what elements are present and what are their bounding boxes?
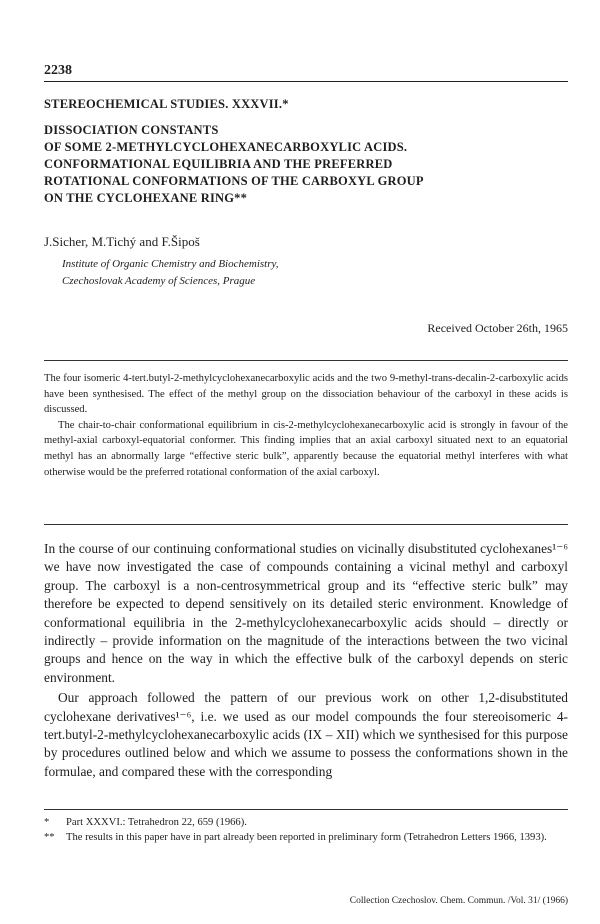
title-line: OF SOME 2-METHYLCYCLOHEXANECARBOXYLIC ACIDS. [44, 140, 408, 154]
footnote-mark: ** [44, 832, 55, 843]
abstract-paragraph: The four isomeric 4-tert.butyl-2-methylcyclohexanecarboxylic acids and the two 9-methyl-trans-decalin-2-carboxylic acids have been synthesised. The effect of the methyl group on the dissociation behaviour of the carboxyl in these acids is discussed. [44, 373, 568, 416]
affiliation-line: Czechoslovak Academy of Sciences, Prague [62, 275, 256, 287]
footnote-text: Part XXXVI.: Tetrahedron 22, 659 (1966). [66, 817, 247, 828]
footnote-text: The results in this paper have in part already been reported in preliminary form (Tetrahedron Letters 1966, 1393). [66, 832, 547, 843]
title-line: CONFORMATIONAL EQUILIBRIA AND THE PREFERRED [44, 157, 393, 171]
title-line: ON THE CYCLOHEXANE RING** [44, 191, 248, 205]
footnote-mark: * [44, 817, 50, 828]
footnote-rule [44, 809, 568, 810]
abstract [44, 371, 568, 480]
article-title [44, 122, 568, 207]
received-date: Received October 26th, 1965 [427, 321, 568, 335]
footnotes [44, 815, 568, 845]
abstract-top-rule [44, 360, 568, 361]
abstract-paragraph: The chair-to-chair conformational equilibrium in cis-2-methylcyclohexanecarboxylic acid is strongly in favour of the methyl-axial carboxyl-equatorial conformer. This finding implies that an axial carboxyl situated next to an equatorial methyl has an abnormally large “effective steric bulk”, apparently because the equatorial methyl interferes with what otherwise would be the preferred rotational conformation of the axial carboxyl. [44, 419, 568, 478]
journal-footer: Collection Czechoslov. Chem. Commun. /Vol. 31/ (1966) [349, 896, 568, 906]
body-paragraph: In the course of our continuing conformational studies on vicinally disubstituted cyclohexanes¹⁻⁶ we have now investigated the case of compounds containing a vicinal methyl and carboxyl group. The carboxyl is a non-centrosymmetrical group and its “effective steric bulk” may therefore be expected to depend sensitively on its detailed steric environment. Knowledge of conformational equilibria in the 2-methylcyclohexanecarboxylic acids should – directly or indirectly – provide information on the magnitude of the interactions between the two vicinal groups and hence on the way in which the effective bulk of the carboxyl depends on steric environment. [44, 541, 568, 685]
body-text [44, 540, 568, 781]
series-title: STEREOCHEMICAL STUDIES. XXXVII.* [44, 97, 289, 111]
title-line: DISSOCIATION CONSTANTS [44, 123, 219, 137]
affiliation [62, 256, 279, 290]
footnote [44, 830, 568, 845]
title-line: ROTATIONAL CONFORMATIONS OF THE CARBOXYL GROUP [44, 174, 424, 188]
header-rule [44, 81, 568, 82]
footnote [44, 815, 568, 830]
affiliation-line: Institute of Organic Chemistry and Biochemistry, [62, 258, 279, 270]
abstract-bottom-rule [44, 524, 568, 525]
body-paragraph: Our approach followed the pattern of our previous work on other 1,2-disubstituted cyclohexane derivatives¹⁻⁶, i.e. we used as our model compounds the four stereoisomeric 4-tert.butyl-2-methylcyclohexanecarboxylic acids (IX – XII) which we synthesised for this purpose by procedures outlined below and which we assume to possess the conformations shown in the formulae, and compared these with the corresponding [44, 690, 568, 779]
page-number: 2238 [44, 63, 72, 78]
authors: J.Sicher, M.Tichý and F.Šipoš [44, 234, 200, 249]
